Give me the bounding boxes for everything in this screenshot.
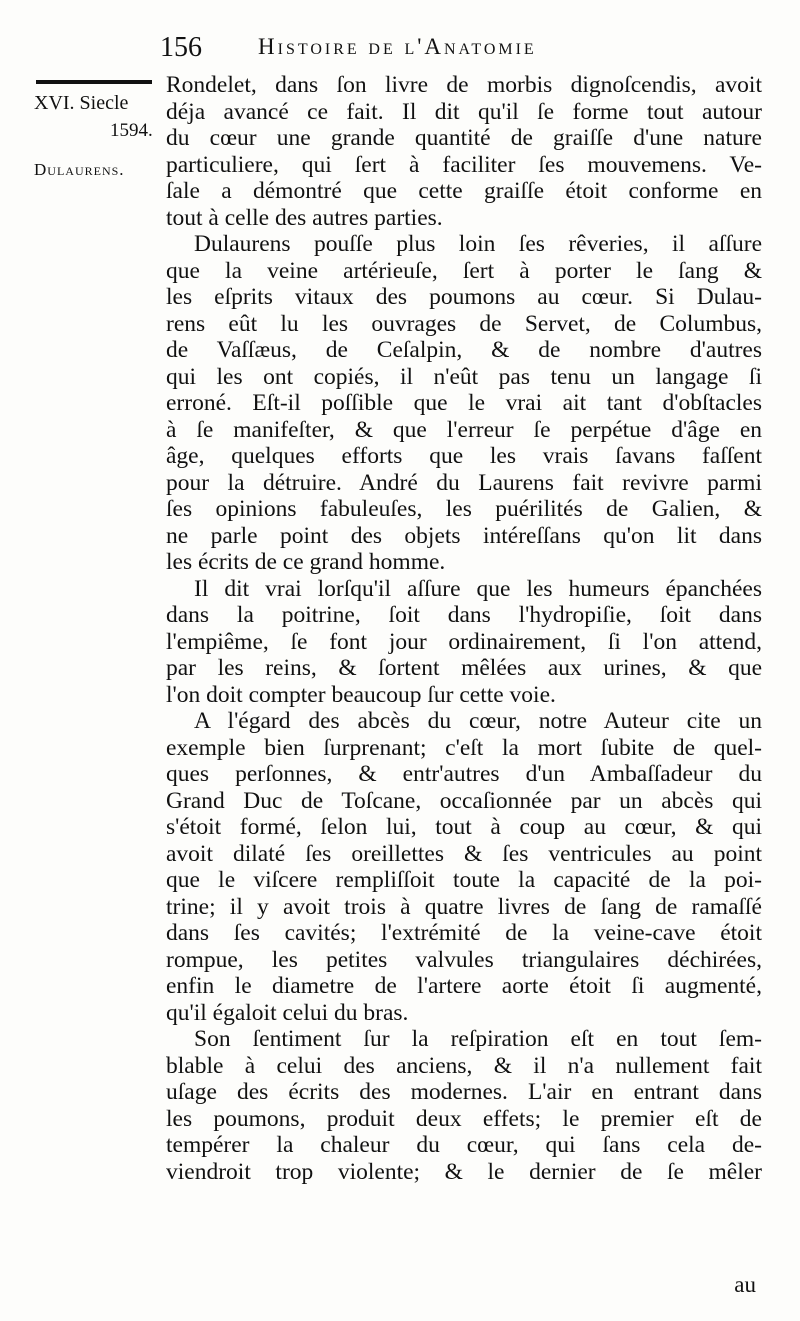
text-line: erroné. Eſt-il poſſible que le vrai ait tant d'obſtacles <box>166 390 762 416</box>
text-line: rompue, les petites valvules triangulaires déchirées, <box>166 946 762 973</box>
text-line: Grand Duc de Toſcane, occaſionnée par un abcès qui <box>166 787 762 814</box>
text-line: ne parle point des objets intéreſſans qu'on lit dans <box>166 522 762 549</box>
text-line: l'on doit compter beaucoup ſur cette voie. <box>166 681 556 708</box>
page-number: 156 <box>160 32 202 63</box>
text-line: que la veine artérieuſe, ſert à porter le ſang & <box>166 257 762 284</box>
text-line: que le viſcere rempliſſoit toute la capacité de la poi- <box>166 867 762 893</box>
text-line: blable à celui des anciens, & il n'a nullement fait <box>166 1052 762 1079</box>
text-line: qu'il égaloit celui du bras. <box>166 999 409 1026</box>
text-line: ſes opinions fabuleuſes, les puérilités de Galien, & <box>166 496 762 522</box>
text-line: âge, quelques efforts que les vrais ſavans faſſent <box>166 443 762 469</box>
text-line: dans ſes cavités; l'extrémité de la veine-cave étoit <box>166 920 762 946</box>
text-line: A l'égard des abcès du cœur, notre Auteur cite un <box>194 708 762 734</box>
margin-note-name: Dulaurens. <box>34 160 125 179</box>
text-line: pour la détruire. André du Laurens fait revivre parmi <box>166 469 762 496</box>
text-line: Rondelet, dans ſon livre de morbis dignoſcendis, avoit <box>166 72 762 98</box>
text-line: du cœur une grande quantité de graiſſe d'une nature <box>166 125 762 151</box>
running-title: Histoire de l'Anatomie <box>258 34 537 59</box>
text-line: de Vaſſæus, de Ceſalpin, & de nombre d'autres <box>166 337 762 363</box>
text-line: s'étoit formé, ſelon lui, tout à coup au cœur, & qui <box>166 814 762 840</box>
text-line: déja avancé ce fait. Il dit qu'il ſe forme tout autour <box>166 98 762 125</box>
margin-rule <box>36 80 152 84</box>
text-line: enfin le diametre de l'artere aorte étoit ſi augmenté, <box>166 973 762 999</box>
text-line: avoit dilaté ſes oreillettes & ſes ventricules au point <box>166 840 762 867</box>
text-line: qui les ont copiés, il n'eût pas tenu un langage ſi <box>166 363 762 390</box>
text-line: trine; il y avoit trois à quatre livres de ſang de ramaſſé <box>166 893 762 920</box>
text-line: Dulaurens pouſſe plus loin ſes rêveries, il aſſure <box>194 231 762 257</box>
text-line: tout à celle des autres parties. <box>166 204 443 231</box>
margin-note-century: XVI. Siecle <box>34 92 129 114</box>
text-line: viendroit trop violente; & le dernier de ſe mêler <box>166 1158 762 1185</box>
body-text <box>166 72 762 1185</box>
text-line: Son ſentiment ſur la reſpiration eſt en tout ſem- <box>194 1026 762 1052</box>
text-line: les eſprits vitaux des poumons au cœur. Si Dulau- <box>166 284 762 310</box>
text-line: tempérer la chaleur du cœur, qui ſans cela de- <box>166 1132 762 1158</box>
catchword: au <box>734 1272 756 1297</box>
text-line: les poumons, produit deux effets; le premier eſt de <box>166 1105 762 1132</box>
text-line: uſage des écrits des modernes. L'air en entrant dans <box>166 1079 762 1105</box>
text-line: l'empiême, ſe font jour ordinairement, ſi l'on attend, <box>166 628 762 655</box>
text-line: par les reins, & ſortent mêlées aux urines, & que <box>166 655 762 681</box>
text-line: ſale a démontré que cette graiſſe étoit conforme en <box>166 178 762 204</box>
page-header <box>160 32 760 66</box>
text-line: exemple bien ſurprenant; c'eſt la mort ſubite de quel- <box>166 734 762 761</box>
text-line: particuliere, qui ſert à faciliter ſes mouvemens. Ve- <box>166 151 762 178</box>
text-line: rens eût lu les ouvrages de Servet, de Columbus, <box>166 310 762 337</box>
text-line: dans la poitrine, ſoit dans l'hydropiſie, ſoit dans <box>166 602 762 628</box>
text-line: ques perſonnes, & entr'autres d'un Ambaſſadeur du <box>166 761 762 787</box>
margin-note-year: 1594. <box>110 120 153 141</box>
text-line: à ſe manifeſter, & que l'erreur ſe perpétue d'âge en <box>166 416 762 443</box>
text-line: Il dit vrai lorſqu'il aſſure que les humeurs épanchées <box>194 575 762 602</box>
text-line: les écrits de ce grand homme. <box>166 549 446 575</box>
